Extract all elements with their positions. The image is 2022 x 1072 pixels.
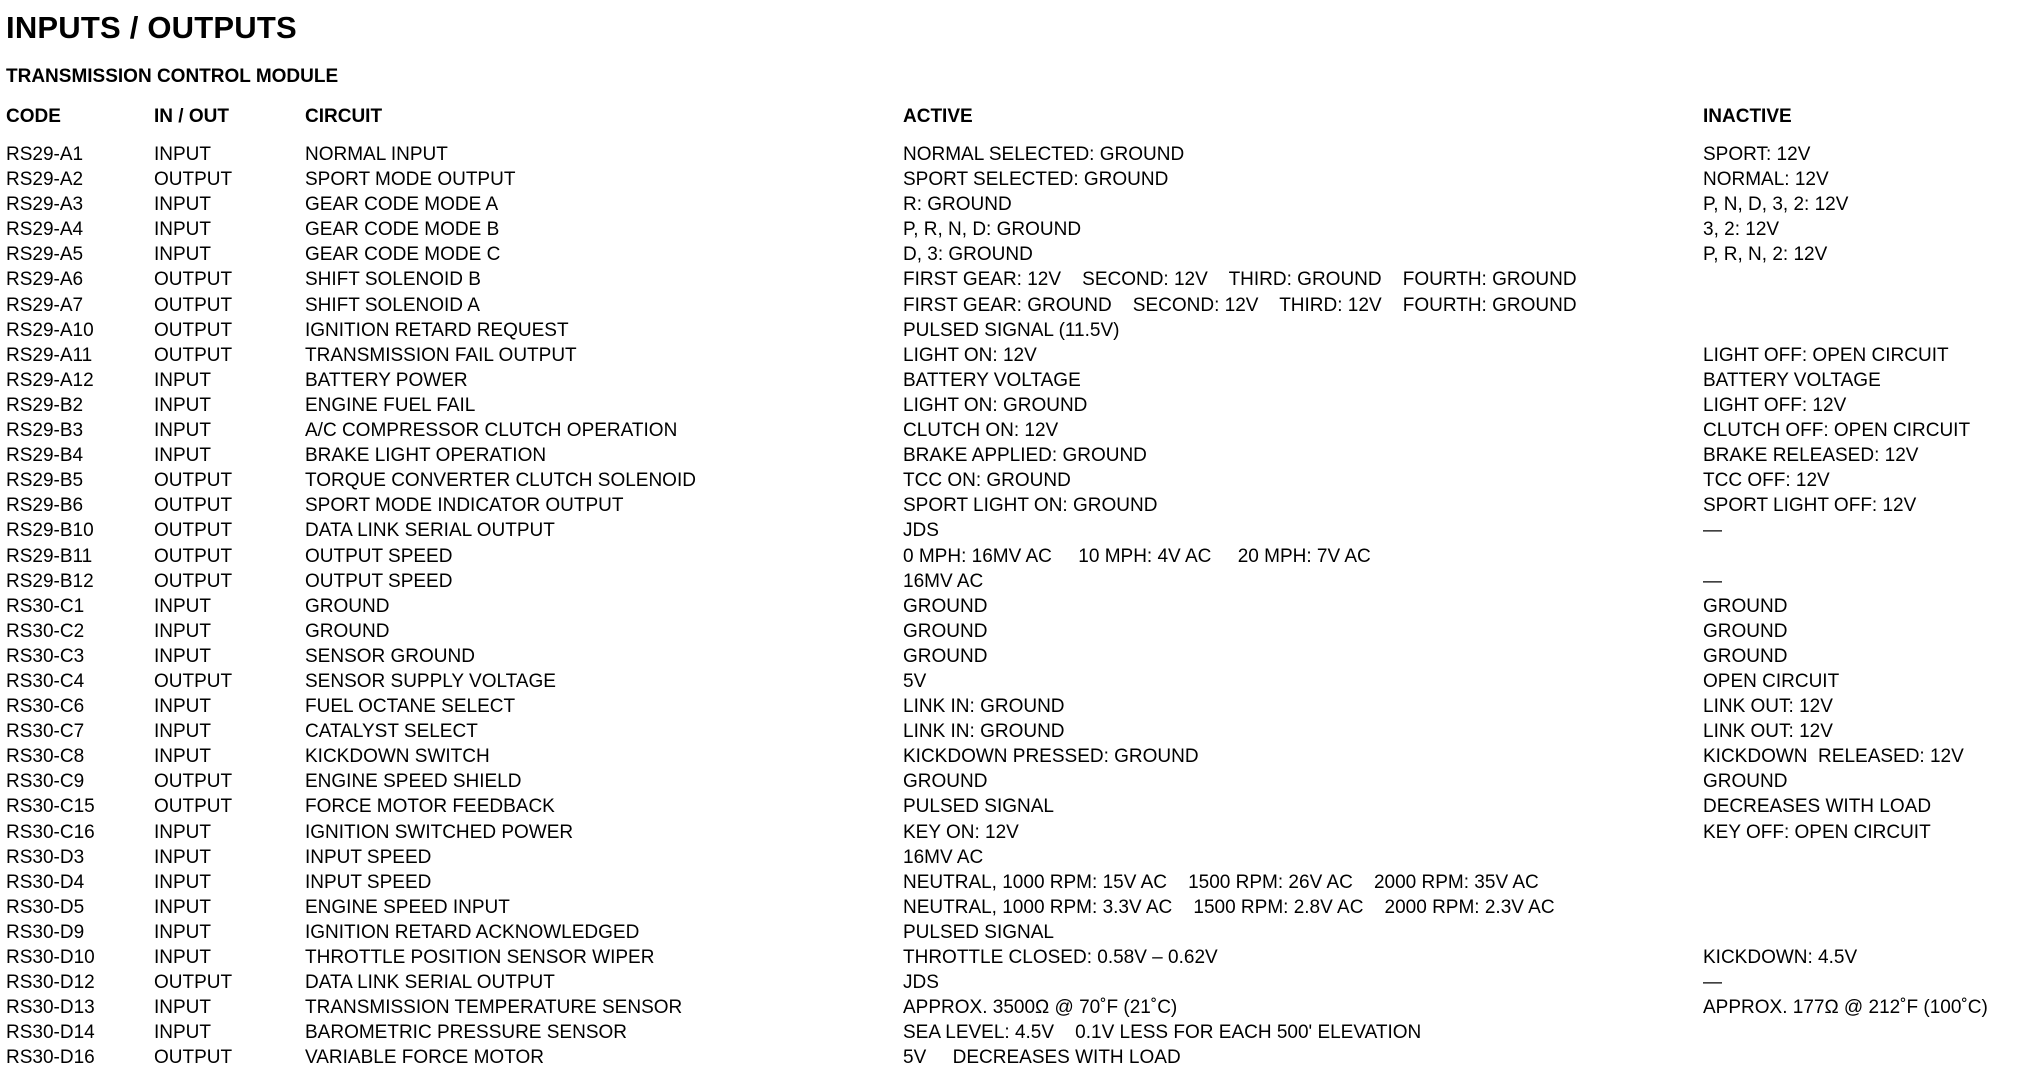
cell-in-out: INPUT: [154, 921, 211, 943]
table-row: [0, 518, 2022, 543]
cell-inactive: P, R, N, 2: 12V: [1703, 244, 1828, 266]
cell-active: NEUTRAL, 1000 RPM: 3.3V AC 1500 RPM: 2.8V AC 2000 RPM: 2.3V AC: [903, 896, 1555, 918]
cell-inactive: APPROX. 177Ω @ 212˚F (100˚C): [1703, 997, 1988, 1019]
cell-inactive: KEY OFF: OPEN CIRCUIT: [1703, 821, 1931, 843]
cell-active: 16MV AC: [903, 570, 984, 592]
cell-in-out: INPUT: [154, 997, 211, 1019]
cell-in-out: OUTPUT: [154, 670, 233, 692]
table-row: [0, 945, 2022, 970]
cell-active: BATTERY VOLTAGE: [903, 369, 1081, 391]
table-row: [0, 820, 2022, 845]
cell-active: GROUND: [903, 620, 988, 642]
cell-circuit: SENSOR SUPPLY VOLTAGE: [305, 670, 556, 692]
table-row: [0, 493, 2022, 518]
cell-in-out: INPUT: [154, 244, 211, 266]
cell-inactive: BRAKE RELEASED: 12V: [1703, 445, 1919, 467]
cell-in-out: INPUT: [154, 645, 211, 667]
cell-active: KICKDOWN PRESSED: GROUND: [903, 746, 1199, 768]
cell-active: CLUTCH ON: 12V: [903, 420, 1059, 442]
cell-code: RS29-A5: [6, 244, 84, 266]
cell-inactive: SPORT LIGHT OFF: 12V: [1703, 495, 1917, 517]
cell-circuit: A/C COMPRESSOR CLUTCH OPERATION: [305, 420, 678, 442]
cell-code: RS30-C3: [6, 645, 85, 667]
cell-code: RS29-A12: [6, 369, 94, 391]
table-row: [0, 393, 2022, 418]
cell-in-out: OUTPUT: [154, 294, 233, 316]
table-row: [0, 569, 2022, 594]
table-row: [0, 895, 2022, 920]
cell-active: SPORT LIGHT ON: GROUND: [903, 495, 1158, 517]
cell-code: RS29-B11: [6, 545, 93, 567]
cell-inactive: P, N, D, 3, 2: 12V: [1703, 194, 1849, 216]
cell-code: RS30-C16: [6, 821, 95, 843]
cell-circuit: GEAR CODE MODE B: [305, 219, 500, 241]
cell-active: FIRST GEAR: 12V SECOND: 12V THIRD: GROUND FOURTH: GROUND: [903, 269, 1577, 291]
cell-code: RS29-A1: [6, 144, 84, 165]
cell-in-out: INPUT: [154, 947, 211, 968]
cell-in-out: INPUT: [154, 144, 211, 165]
table-row: [0, 845, 2022, 870]
cell-code: RS30-D5: [6, 896, 85, 918]
table-row: [0, 217, 2022, 242]
table-row: [0, 694, 2022, 719]
cell-circuit: CATALYST SELECT: [305, 721, 478, 743]
cell-code: RS30-C6: [6, 696, 85, 718]
table-row: [0, 870, 2022, 895]
cell-active: NORMAL SELECTED: GROUND: [903, 144, 1185, 165]
cell-inactive: —: [1703, 972, 1722, 994]
cell-active: 5V: [903, 670, 927, 692]
cell-circuit: IGNITION RETARD REQUEST: [305, 319, 569, 341]
cell-in-out: INPUT: [154, 846, 211, 868]
table-row: [0, 443, 2022, 468]
cell-active: 16MV AC: [903, 846, 984, 868]
cell-active: SEA LEVEL: 4.5V 0.1V LESS FOR EACH 500' ELEVATION: [903, 1022, 1422, 1044]
cell-active: SPORT SELECTED: GROUND: [903, 169, 1169, 191]
cell-in-out: INPUT: [154, 445, 211, 467]
cell-in-out: OUTPUT: [154, 570, 233, 592]
table-row: [0, 744, 2022, 769]
table-row: [0, 418, 2022, 443]
cell-in-out: OUTPUT: [154, 319, 233, 341]
cell-active: GROUND: [903, 595, 988, 617]
cell-circuit: OUTPUT SPEED: [305, 545, 453, 567]
cell-code: RS29-A3: [6, 194, 84, 216]
header-active: ACTIVE: [903, 106, 973, 127]
cell-inactive: LIGHT OFF: OPEN CIRCUIT: [1703, 344, 1949, 366]
cell-in-out: INPUT: [154, 595, 211, 617]
cell-in-out: INPUT: [154, 394, 211, 416]
cell-code: RS29-A10: [6, 319, 94, 341]
cell-in-out: OUTPUT: [154, 771, 233, 793]
cell-in-out: INPUT: [154, 194, 211, 216]
header-in-out: IN / OUT: [154, 106, 229, 127]
table-row: [0, 468, 2022, 493]
cell-in-out: OUTPUT: [154, 495, 233, 517]
cell-in-out: OUTPUT: [154, 470, 233, 492]
cell-active: TCC ON: GROUND: [903, 470, 1071, 492]
table-row: [0, 669, 2022, 694]
cell-circuit: SPORT MODE INDICATOR OUTPUT: [305, 495, 624, 517]
cell-inactive: GROUND: [1703, 771, 1788, 793]
header-circuit: CIRCUIT: [305, 106, 383, 127]
header-code: CODE: [6, 106, 61, 127]
cell-code: RS29-A4: [6, 219, 84, 241]
cell-inactive: LINK OUT: 12V: [1703, 721, 1833, 743]
cell-active: 0 MPH: 16MV AC 10 MPH: 4V AC 20 MPH: 7V AC: [903, 545, 1371, 567]
cell-code: RS29-B2: [6, 394, 84, 416]
cell-code: RS29-A11: [6, 344, 93, 366]
cell-active: P, R, N, D: GROUND: [903, 219, 1082, 241]
cell-code: RS30-C15: [6, 796, 95, 818]
table-header: [0, 106, 2022, 130]
cell-circuit: FUEL OCTANE SELECT: [305, 696, 516, 718]
header-inactive: INACTIVE: [1703, 106, 1792, 127]
table-row: [0, 544, 2022, 569]
table-row: [0, 644, 2022, 669]
cell-inactive: LIGHT OFF: 12V: [1703, 394, 1847, 416]
cell-code: RS29-B5: [6, 470, 84, 492]
cell-inactive: GROUND: [1703, 645, 1788, 667]
cell-in-out: OUTPUT: [154, 520, 233, 542]
cell-inactive: —: [1703, 520, 1722, 542]
cell-circuit: DATA LINK SERIAL OUTPUT: [305, 520, 555, 542]
cell-code: RS30-C2: [6, 620, 85, 642]
cell-code: RS30-D9: [6, 921, 85, 943]
cell-in-out: OUTPUT: [154, 1047, 233, 1069]
cell-inactive: KICKDOWN: 4.5V: [1703, 947, 1858, 968]
cell-code: RS30-D4: [6, 871, 85, 893]
cell-in-out: INPUT: [154, 821, 211, 843]
cell-active: LINK IN: GROUND: [903, 696, 1065, 718]
cell-active: LINK IN: GROUND: [903, 721, 1065, 743]
table-row: [0, 192, 2022, 217]
cell-active: JDS: [903, 520, 939, 542]
cell-circuit: GROUND: [305, 620, 390, 642]
cell-code: RS29-A7: [6, 294, 84, 316]
cell-in-out: INPUT: [154, 696, 211, 718]
cell-code: RS30-D16: [6, 1047, 95, 1069]
cell-in-out: INPUT: [154, 896, 211, 918]
cell-active: LIGHT ON: 12V: [903, 344, 1037, 366]
cell-in-out: INPUT: [154, 219, 211, 241]
cell-circuit: VARIABLE FORCE MOTOR: [305, 1047, 544, 1069]
table-body: [0, 142, 2022, 1070]
cell-circuit: SHIFT SOLENOID B: [305, 269, 481, 291]
cell-circuit: NORMAL INPUT: [305, 144, 448, 165]
cell-inactive: OPEN CIRCUIT: [1703, 670, 1840, 692]
cell-circuit: IGNITION RETARD ACKNOWLEDGED: [305, 921, 640, 943]
cell-code: RS29-B6: [6, 495, 84, 517]
cell-inactive: NORMAL: 12V: [1703, 169, 1829, 191]
cell-inactive: GROUND: [1703, 595, 1788, 617]
cell-active: PULSED SIGNAL (11.5V): [903, 319, 1120, 341]
cell-in-out: INPUT: [154, 871, 211, 893]
cell-circuit: SHIFT SOLENOID A: [305, 294, 480, 316]
cell-active: APPROX. 3500Ω @ 70˚F (21˚C): [903, 997, 1178, 1019]
cell-active: GROUND: [903, 645, 988, 667]
cell-code: RS29-A6: [6, 269, 84, 291]
cell-in-out: OUTPUT: [154, 972, 233, 994]
table-row: [0, 368, 2022, 393]
cell-active: PULSED SIGNAL: [903, 796, 1054, 818]
cell-code: RS29-A2: [6, 169, 84, 191]
table-row: [0, 619, 2022, 644]
cell-code: RS29-B3: [6, 420, 84, 442]
cell-circuit: SENSOR GROUND: [305, 645, 475, 667]
table-row: [0, 267, 2022, 292]
table-row: [0, 343, 2022, 368]
cell-circuit: KICKDOWN SWITCH: [305, 746, 490, 768]
cell-circuit: THROTTLE POSITION SENSOR WIPER: [305, 947, 655, 968]
table-row: [0, 318, 2022, 343]
cell-circuit: TRANSMISSION FAIL OUTPUT: [305, 344, 577, 366]
table-row: [0, 769, 2022, 794]
page-subtitle: TRANSMISSION CONTROL MODULE: [6, 66, 339, 87]
cell-active: BRAKE APPLIED: GROUND: [903, 445, 1147, 467]
cell-in-out: OUTPUT: [154, 269, 233, 291]
cell-circuit: GROUND: [305, 595, 390, 617]
cell-active: KEY ON: 12V: [903, 821, 1019, 843]
cell-inactive: GROUND: [1703, 620, 1788, 642]
cell-code: RS30-D12: [6, 972, 95, 994]
cell-circuit: OUTPUT SPEED: [305, 570, 453, 592]
cell-in-out: INPUT: [154, 369, 211, 391]
cell-in-out: INPUT: [154, 1022, 211, 1044]
cell-circuit: BATTERY POWER: [305, 369, 468, 391]
cell-active: PULSED SIGNAL: [903, 921, 1054, 943]
cell-code: RS30-C1: [6, 595, 85, 617]
cell-in-out: INPUT: [154, 620, 211, 642]
cell-active: THROTTLE CLOSED: 0.58V – 0.62V: [903, 947, 1218, 968]
cell-code: RS30-D14: [6, 1022, 95, 1044]
cell-active: R: GROUND: [903, 194, 1012, 216]
cell-circuit: DATA LINK SERIAL OUTPUT: [305, 972, 555, 994]
table-row: [0, 142, 2022, 167]
cell-active: NEUTRAL, 1000 RPM: 15V AC 1500 RPM: 26V AC 2000 RPM: 35V AC: [903, 871, 1539, 893]
cell-inactive: KICKDOWN RELEASED: 12V: [1703, 746, 1964, 768]
table-row: [0, 719, 2022, 744]
cell-code: RS30-C9: [6, 771, 85, 793]
cell-circuit: ENGINE SPEED INPUT: [305, 896, 510, 918]
cell-circuit: IGNITION SWITCHED POWER: [305, 821, 574, 843]
cell-inactive: SPORT: 12V: [1703, 144, 1811, 165]
table-row: [0, 920, 2022, 945]
table-row: [0, 242, 2022, 267]
cell-inactive: TCC OFF: 12V: [1703, 470, 1830, 492]
cell-code: RS30-D10: [6, 947, 95, 968]
cell-circuit: ENGINE SPEED SHIELD: [305, 771, 522, 793]
cell-code: RS30-D13: [6, 997, 95, 1019]
cell-in-out: OUTPUT: [154, 169, 233, 191]
table-row: [0, 1045, 2022, 1070]
table-row: [0, 594, 2022, 619]
cell-inactive: CLUTCH OFF: OPEN CIRCUIT: [1703, 420, 1971, 442]
table-row: [0, 794, 2022, 819]
cell-active: GROUND: [903, 771, 988, 793]
cell-active: 5V DECREASES WITH LOAD: [903, 1047, 1181, 1069]
cell-active: JDS: [903, 972, 939, 994]
cell-inactive: BATTERY VOLTAGE: [1703, 369, 1881, 391]
table-row: [0, 970, 2022, 995]
cell-code: RS29-B4: [6, 445, 84, 467]
cell-circuit: GEAR CODE MODE C: [305, 244, 501, 266]
page-title: INPUTS / OUTPUTS: [6, 10, 297, 45]
cell-in-out: OUTPUT: [154, 545, 233, 567]
cell-inactive: —: [1703, 570, 1722, 592]
cell-circuit: FORCE MOTOR FEEDBACK: [305, 796, 555, 818]
cell-circuit: SPORT MODE OUTPUT: [305, 169, 516, 191]
cell-circuit: ENGINE FUEL FAIL: [305, 394, 476, 416]
cell-code: RS30-C8: [6, 746, 85, 768]
cell-in-out: INPUT: [154, 746, 211, 768]
cell-in-out: INPUT: [154, 420, 211, 442]
cell-circuit: TRANSMISSION TEMPERATURE SENSOR: [305, 997, 683, 1019]
cell-circuit: GEAR CODE MODE A: [305, 194, 499, 216]
table-row: [0, 1020, 2022, 1045]
cell-circuit: BRAKE LIGHT OPERATION: [305, 445, 547, 467]
cell-inactive: LINK OUT: 12V: [1703, 696, 1833, 718]
cell-code: RS29-B10: [6, 520, 94, 542]
cell-active: LIGHT ON: GROUND: [903, 394, 1088, 416]
cell-in-out: INPUT: [154, 721, 211, 743]
table-row: [0, 995, 2022, 1020]
cell-code: RS30-C4: [6, 670, 85, 692]
table-row: [0, 167, 2022, 192]
cell-circuit: TORQUE CONVERTER CLUTCH SOLENOID: [305, 470, 696, 492]
cell-inactive: DECREASES WITH LOAD: [1703, 796, 1932, 818]
cell-code: RS30-D3: [6, 846, 85, 868]
cell-in-out: OUTPUT: [154, 344, 233, 366]
cell-inactive: 3, 2: 12V: [1703, 219, 1780, 241]
cell-active: FIRST GEAR: GROUND SECOND: 12V THIRD: 12V FOURTH: GROUND: [903, 294, 1577, 316]
cell-in-out: OUTPUT: [154, 796, 233, 818]
table-row: [0, 293, 2022, 318]
cell-circuit: INPUT SPEED: [305, 871, 432, 893]
cell-circuit: BAROMETRIC PRESSURE SENSOR: [305, 1022, 627, 1044]
cell-active: D, 3: GROUND: [903, 244, 1033, 266]
cell-circuit: INPUT SPEED: [305, 846, 432, 868]
cell-code: RS29-B12: [6, 570, 94, 592]
cell-code: RS30-C7: [6, 721, 85, 743]
